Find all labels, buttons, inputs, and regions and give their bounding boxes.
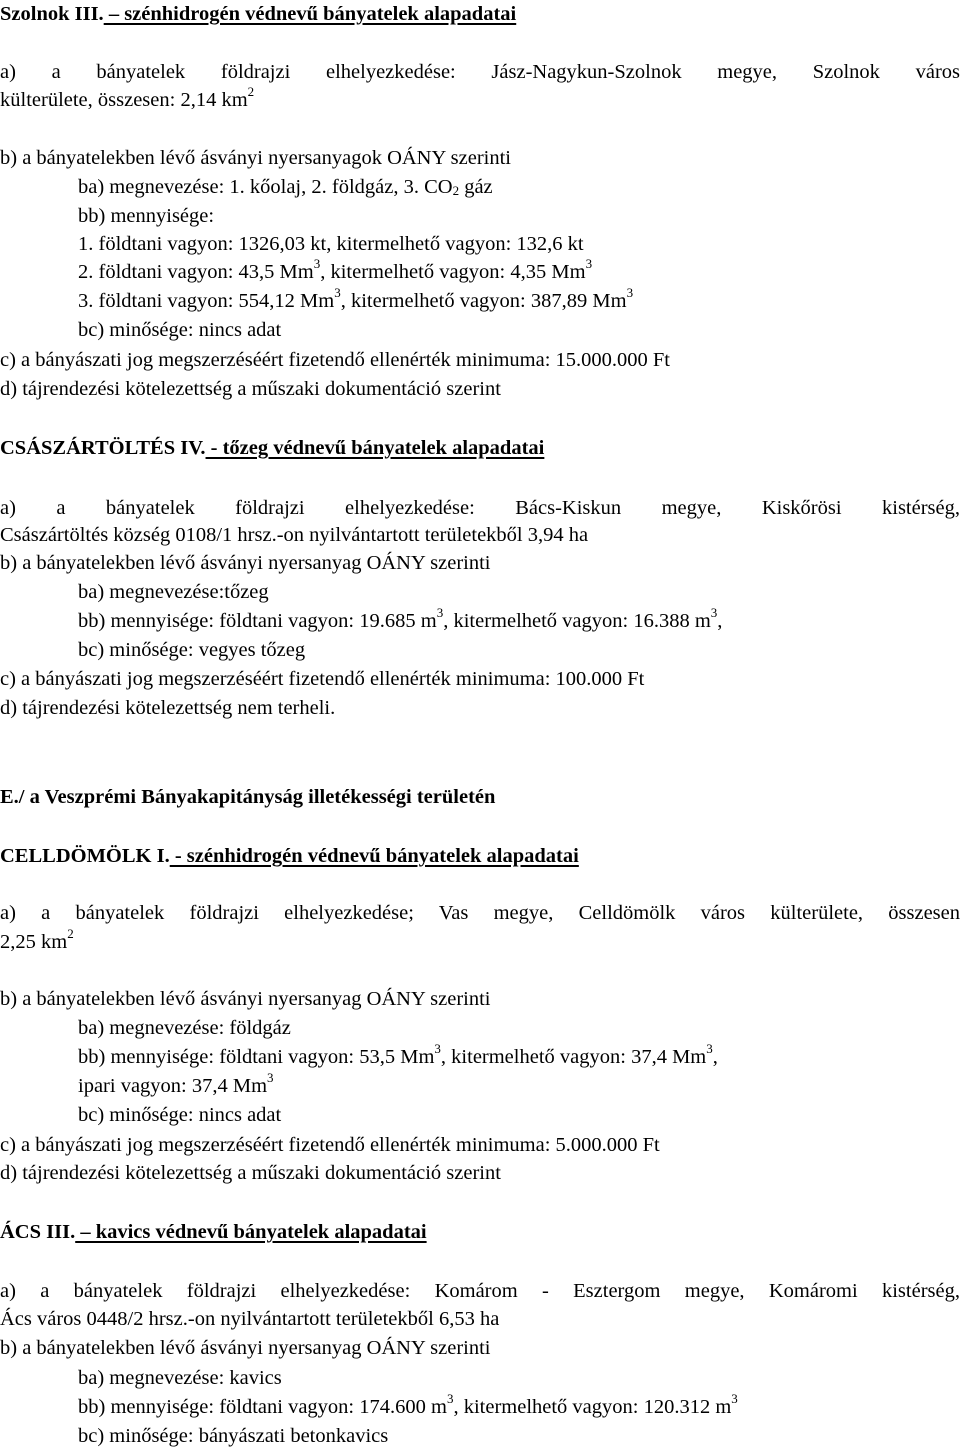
csaszartoltes-bb-sup1: 3 [436, 605, 444, 621]
celldomolk-a-line2-sup: 2 [67, 926, 74, 942]
szolnok-a-line1: a) a bányatelek földrajzi elhelyezkedése: Jász-Nagykun-Szolnok megye, Szolnok város [0, 61, 960, 83]
celldomolk-heading [0, 844, 579, 868]
szolnok-bb3-pre: 3. földtani vagyon: 554,12 Mm [78, 290, 335, 312]
celldomolk-bb-line2 [78, 1070, 274, 1098]
celldomolk-b: b) a bányatelekben lévő ásványi nyersanyag OÁNY szerinti [0, 988, 491, 1010]
acs-bc: bc) minősége: bányászati betonkavics [78, 1425, 389, 1447]
szolnok-bb: bb) mennyisége: [78, 205, 215, 227]
celldomolk-bc: bc) minősége: nincs adat [78, 1104, 282, 1126]
szolnok-bb3-sup2: 3 [626, 285, 634, 301]
csaszartoltes-ba: ba) megnevezése:tőzeg [78, 581, 269, 603]
szolnok-a-line2-sup: 2 [247, 84, 255, 100]
szolnok-ba [78, 175, 493, 199]
csaszartoltes-heading-rest: - tőzeg védnevű bányatelek alapadatai [205, 437, 545, 459]
szolnok-d: d) tájrendezési kötelezettség a műszaki dokumentáció szerint [0, 378, 501, 400]
szolnok-a-line2-text: külterülete, összesen: 2,14 km [0, 89, 248, 111]
csaszartoltes-bb [78, 605, 723, 633]
acs-bb-pre: bb) mennyisége: földtani vagyon: 174.600 m [78, 1396, 447, 1418]
szolnok-b: b) a bányatelekben lévő ásványi nyersanyagok OÁNY szerinti [0, 147, 511, 169]
csaszartoltes-c: c) a bányászati jog megszerzéséért fizetendő ellenérték minimuma: 100.000 Ft [0, 668, 645, 690]
szolnok-bb3-sup1: 3 [334, 285, 341, 301]
celldomolk-a-line2 [0, 926, 74, 954]
csaszartoltes-b: b) a bányatelekben lévő ásványi nyersanyag OÁNY szerinti [0, 552, 491, 574]
celldomolk-a-line2-text: 2,25 km [0, 931, 68, 953]
celldomolk-d: d) tájrendezési kötelezettség a műszaki dokumentáció szerint [0, 1162, 501, 1184]
szolnok-bb3 [78, 285, 634, 313]
celldomolk-bb-mid: , kitermelhető vagyon: 37,4 Mm [440, 1046, 707, 1068]
acs-heading-rest: – kavics védnevű bányatelek alapadatai [75, 1221, 427, 1243]
celldomolk-bb-pre: bb) mennyisége: földtani vagyon: 53,5 Mm [78, 1046, 435, 1068]
acs-bb-sup1: 3 [446, 1391, 454, 1407]
szolnok-bc: bc) minősége: nincs adat [78, 319, 282, 341]
acs-b: b) a bányatelekben lévő ásványi nyersanyag OÁNY szerinti [0, 1337, 491, 1359]
acs-ba: ba) megnevezése: kavics [78, 1367, 282, 1389]
csaszartoltes-bb-post: , [717, 610, 723, 632]
acs-bb-mid: , kitermelhető vagyon: 120.312 m [453, 1396, 732, 1418]
szolnok-bb2-sup2: 3 [585, 256, 593, 272]
celldomolk-bb-line2-sup: 3 [267, 1070, 274, 1086]
csaszartoltes-bb-pre: bb) mennyisége: földtani vagyon: 19.685 m [78, 610, 437, 632]
acs-heading-place: ÁCS III. [0, 1221, 76, 1243]
szolnok-heading-place: Szolnok III. [0, 3, 104, 25]
celldomolk-ba: ba) megnevezése: földgáz [78, 1017, 291, 1039]
szolnok-ba-sub: 2 [452, 183, 460, 198]
szolnok-bb3-mid: , kitermelhető vagyon: 387,89 Mm [340, 290, 627, 312]
szolnok-c: c) a bányászati jog megszerzéséért fizetendő ellenérték minimuma: 15.000.000 Ft [0, 349, 670, 371]
celldomolk-bb-sup2: 3 [706, 1041, 713, 1057]
szolnok-a-line2 [0, 84, 255, 112]
csaszartoltes-a-line2: Császártöltés község 0108/1 hrsz.-on nyilvántartott területekből 3,94 ha [0, 524, 589, 546]
szolnok-heading-rest: – szénhidrogén védnevű bányatelek alapadatai [103, 3, 517, 25]
celldomolk-heading-rest: - szénhidrogén védnevű bányatelek alapadatai [169, 845, 579, 867]
szolnok-ba-post: gáz [459, 176, 493, 198]
csaszartoltes-bb-mid: , kitermelhető vagyon: 16.388 m [443, 610, 711, 632]
csaszartoltes-bc: bc) minősége: vegyes tőzeg [78, 639, 306, 661]
szolnok-bb2-sup1: 3 [313, 256, 321, 272]
celldomolk-c: c) a bányászati jog megszerzéséért fizetendő ellenérték minimuma: 5.000.000 Ft [0, 1134, 660, 1156]
csaszartoltes-heading-place: CSÁSZÁRTÖLTÉS IV. [0, 437, 206, 459]
celldomolk-bb-line2-pre: ipari vagyon: 37,4 Mm [78, 1075, 268, 1097]
szolnok-bb2 [78, 256, 593, 284]
acs-a-line1: a) a bányatelek földrajzi elhelyezkedése: Komárom - Esztergom megye, Komáromi kistérség, [0, 1280, 960, 1302]
szolnok-ba-pre: ba) megnevezése: 1. kőolaj, 2. földgáz, 3. CO [78, 176, 453, 198]
acs-bb-sup2: 3 [731, 1391, 738, 1407]
szolnok-bb2-mid: , kitermelhető vagyon: 4,35 Mm [320, 261, 586, 283]
acs-bb [78, 1391, 738, 1419]
section-e-heading: E./ a Veszprémi Bányakapitányság illetékességi területén [0, 786, 496, 808]
szolnok-bb2-pre: 2. földtani vagyon: 43,5 Mm [78, 261, 314, 283]
acs-a-line2: Ács város 0448/2 hrsz.-on nyilvántartott területekből 6,53 ha [0, 1308, 500, 1330]
csaszartoltes-a-line1: a) a bányatelek földrajzi elhelyezkedése: Bács-Kiskun megye, Kiskőrösi kistérség, [0, 497, 960, 519]
csaszartoltes-d: d) tájrendezési kötelezettség nem terheli. [0, 697, 336, 719]
celldomolk-heading-place: CELLDÖMÖLK I. [0, 845, 170, 867]
celldomolk-bb-sup1: 3 [434, 1041, 441, 1057]
szolnok-heading [0, 2, 516, 26]
acs-heading [0, 1220, 427, 1244]
csaszartoltes-bb-sup2: 3 [710, 605, 718, 621]
celldomolk-a-line1: a) a bányatelek földrajzi elhelyezkedése; Vas megye, Celldömölk város külterülete, összesen [0, 902, 960, 924]
celldomolk-bb-post: , [712, 1046, 718, 1068]
csaszartoltes-heading [0, 436, 544, 460]
celldomolk-bb [78, 1041, 718, 1069]
szolnok-bb1: 1. földtani vagyon: 1326,03 kt, kitermelhető vagyon: 132,6 kt [78, 233, 584, 255]
